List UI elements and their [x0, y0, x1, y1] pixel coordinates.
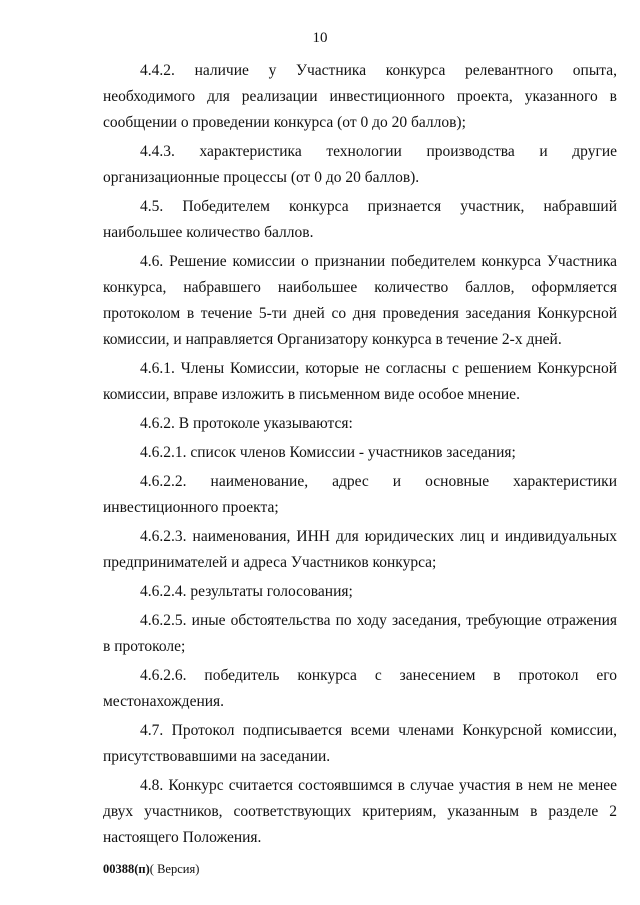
document-code: 00388(п)	[103, 862, 150, 876]
paragraph-4-6-1: 4.6.1. Члены Комиссии, которые не согласны с решением Конкурсной комиссии, вправе изложить в письменном виде особое мнение.	[103, 360, 617, 403]
paragraph-4-6-2-4: 4.6.2.4. результаты голосования;	[140, 583, 353, 600]
paragraph-4-6-2: 4.6.2. В протоколе указываются:	[140, 415, 353, 432]
paragraph-4-6-2-5: 4.6.2.5. иные обстоятельства по ходу заседания, требующие отражения в протоколе;	[103, 612, 617, 655]
paragraph-4-6-2-2: 4.6.2.2. наименование, адрес и основные характеристики инвестиционного проекта;	[103, 473, 617, 516]
paragraph-4-6-2-1: 4.6.2.1. список членов Комиссии - участников заседания;	[140, 444, 516, 461]
paragraph-4-6-2-3: 4.6.2.3. наименования, ИНН для юридических лиц и индивидуальных предпринимателей и адреса Участников конкурса;	[103, 528, 617, 571]
paragraph-4-5: 4.5. Победителем конкурса признается участник, набравший наибольшее количество баллов.	[103, 198, 617, 241]
document-footer	[103, 862, 199, 877]
document-body	[103, 58, 617, 854]
paragraph-4-4-2: 4.4.2. наличие у Участника конкурса релевантного опыта, необходимого для реализации инвестиционного проекта, указанного в сообщении о проведении конкурса (от 0 до 20 баллов);	[103, 62, 617, 131]
paragraph-4-7: 4.7. Протокол подписывается всеми членами Конкурсной комиссии, присутствовавшими на заседании.	[103, 722, 617, 765]
paragraph-4-6-2-6: 4.6.2.6. победитель конкурса с занесением в протокол его местонахождения.	[103, 667, 617, 710]
paragraph-4-6: 4.6. Решение комиссии о признании победителем конкурса Участника конкурса, набравшего наибольшее количество баллов, оформляется протоколом в течение 5-ти дней со дня проведения заседания Конкурсной комиссии, и направляется Организатору конкурса в течение 2-х дней.	[103, 253, 617, 348]
paragraph-4-8: 4.8. Конкурс считается состоявшимся в случае участия в нем не менее двух участников, соответствующих критериям, указанным в разделе 2 настоящего Положения.	[103, 777, 617, 846]
paragraph-4-4-3: 4.4.3. характеристика технологии производства и другие организационные процессы (от 0 до 20 баллов).	[103, 143, 617, 186]
document-version: ( Версия)	[149, 862, 200, 876]
page-number: 10	[312, 30, 328, 46]
